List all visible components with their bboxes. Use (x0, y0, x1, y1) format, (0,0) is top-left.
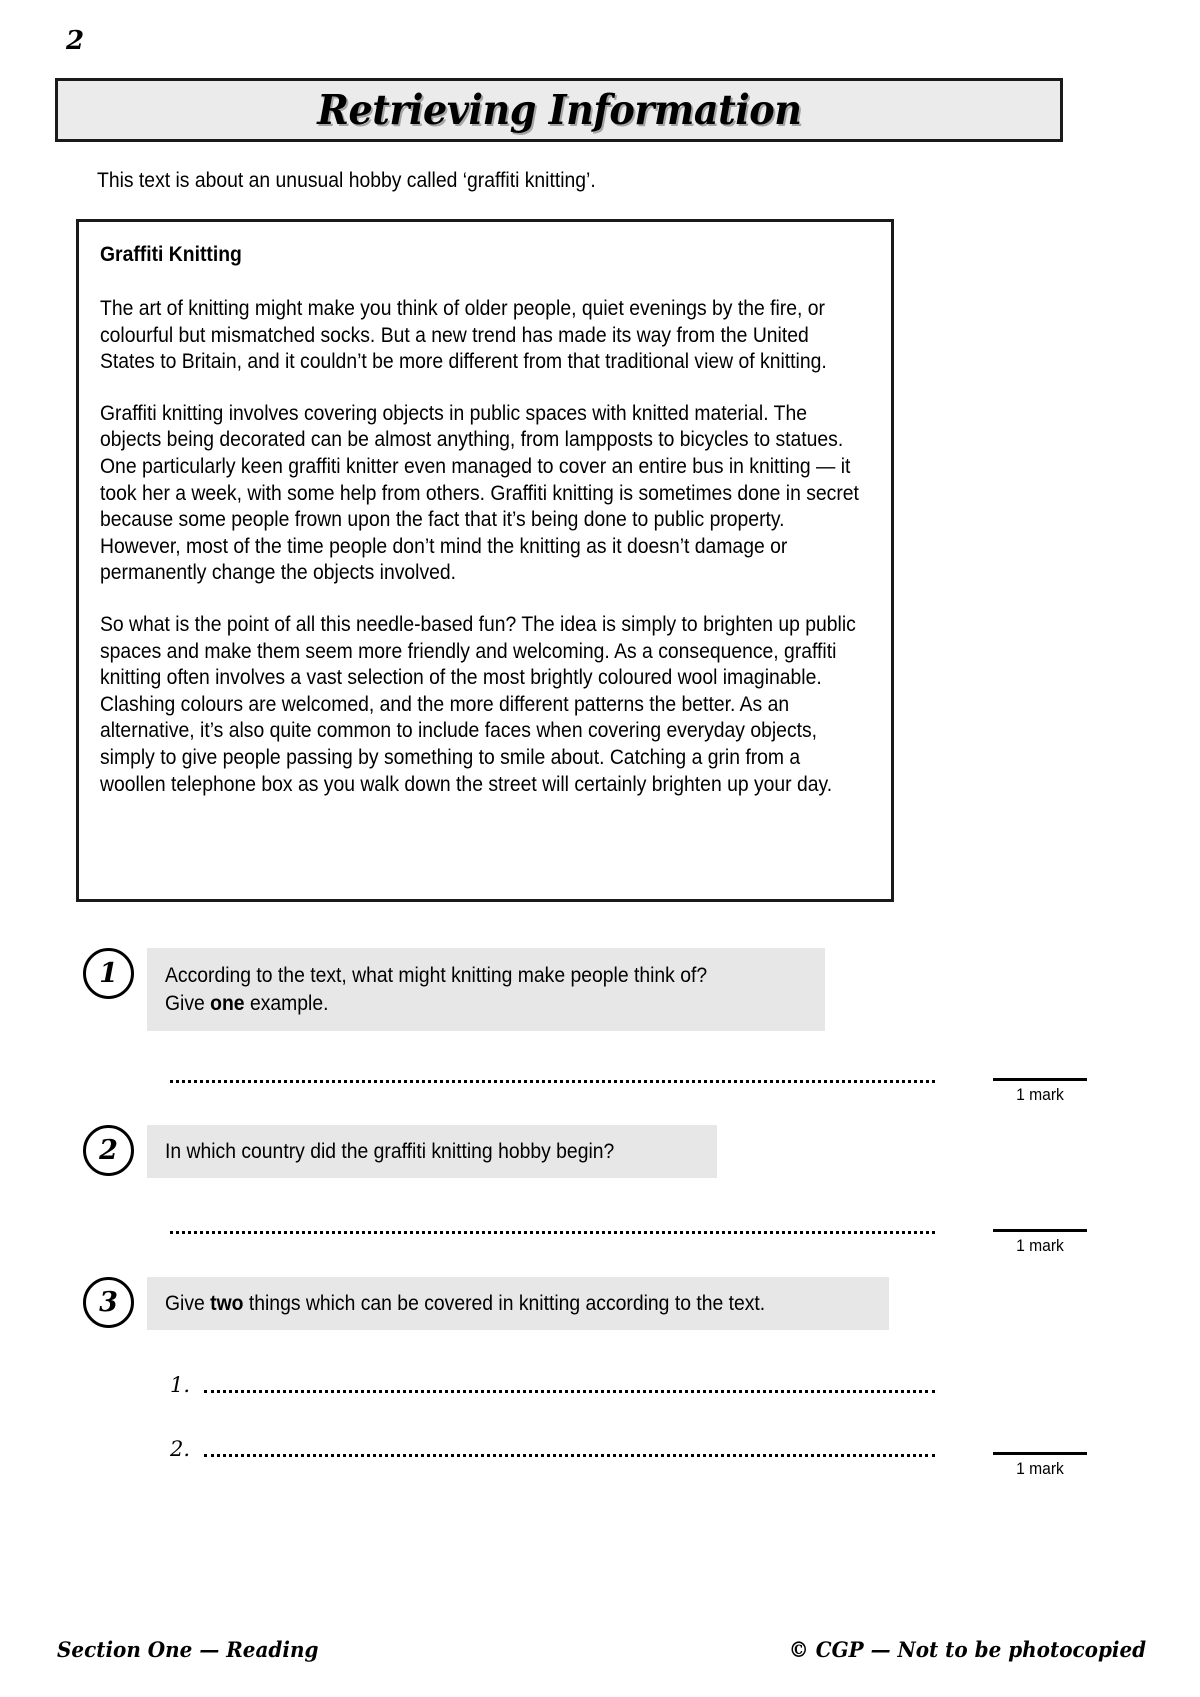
question-2 (83, 1125, 717, 1178)
q1-text-bold: one (210, 991, 245, 1015)
page-title-banner (55, 78, 1063, 142)
question-3 (83, 1277, 889, 1330)
question-2-line-1: In which country did the graffiti knitting hobby begin? (165, 1139, 615, 1163)
question-number-3: 3 (83, 1277, 134, 1328)
answer-line-q1[interactable] (170, 1080, 935, 1083)
passage-paragraph: The art of knitting might make you think of older people, quiet evenings by the fire, or colourful but mismatched socks. But a new trend has made its way from the United States to Britain, and it couldn’t be more different from that traditional view of knitting. (100, 296, 827, 374)
passage-paragraph: So what is the point of all this needle-based fun? The idea is simply to brighten up public spaces and make them seem more friendly and welcoming. As a consequence, graffiti knitting often involves a vast selection of the most brightly coloured wool imaginable. Clashing colours are welcomed, and the more different patterns the better. As an alternative, it’s also quite common to include faces when covering everyday objects, simply to give people passing by something to smile about. Catching a grin from a woollen telephone box as you walk down the street will certainly brighten up your day. (100, 611, 856, 796)
mark-box-q1 (993, 1078, 1087, 1105)
answer-item-label-1: 1. (170, 1373, 191, 1397)
question-3-line-1 (165, 1289, 872, 1317)
reading-passage-box (76, 219, 894, 902)
question-2-prompt (147, 1125, 717, 1178)
answer-line-q2[interactable] (170, 1231, 935, 1234)
question-1-prompt (147, 948, 825, 1031)
mark-rule (993, 1229, 1087, 1232)
mark-box-q2 (993, 1229, 1087, 1256)
mark-rule (993, 1078, 1087, 1081)
q1-text-pre: Give (165, 991, 211, 1015)
question-3-prompt (147, 1277, 889, 1330)
mark-box-q3 (993, 1452, 1087, 1479)
q3-text-post: things which can be covered in knitting according to the text. (243, 1291, 766, 1315)
question-number-2: 2 (83, 1125, 134, 1176)
mark-label-q3: 1 mark (1016, 1459, 1064, 1478)
passage-paragraph: Graffiti knitting involves covering objects in public spaces with knitted material. The objects being decorated can be almost anything, from lampposts to bicycles to statues. One particularly keen graffiti knitter even managed to cover an entire bus in knitting — it took her a week, with some help from others. Graffiti knitting is sometimes done in secret because some people frown upon the fact that it’s being done to public property. However, most of the time people don’t mind the knitting as it doesn’t damage or permanently change the objects involved. (100, 400, 859, 585)
question-1-line-1: According to the text, what might knitting make people think of? (165, 963, 708, 987)
answer-line-q3-item2[interactable] (204, 1454, 935, 1457)
mark-rule (993, 1452, 1087, 1455)
page-title: Retrieving Information (316, 86, 802, 134)
q3-text-bold: two (210, 1291, 244, 1315)
question-number-1: 1 (83, 948, 134, 999)
answer-line-q3-item1[interactable] (204, 1390, 935, 1393)
mark-label-q2: 1 mark (1016, 1236, 1064, 1255)
answer-item-label-2: 2. (170, 1437, 191, 1461)
footer-copyright: © CGP — Not to be photocopied (788, 1637, 1146, 1662)
q1-text-post: example. (244, 991, 329, 1015)
question-1-line-2 (165, 989, 808, 1017)
q3-text-pre: Give (165, 1291, 211, 1315)
passage-heading: Graffiti Knitting (100, 242, 242, 266)
mark-label-q1: 1 mark (1016, 1085, 1064, 1104)
intro-sentence: This text is about an unusual hobby called ‘graffiti knitting’. (97, 168, 596, 192)
question-1 (83, 948, 825, 1031)
page-number: 2 (66, 26, 85, 56)
footer-section-label: Section One — Reading (57, 1637, 319, 1662)
